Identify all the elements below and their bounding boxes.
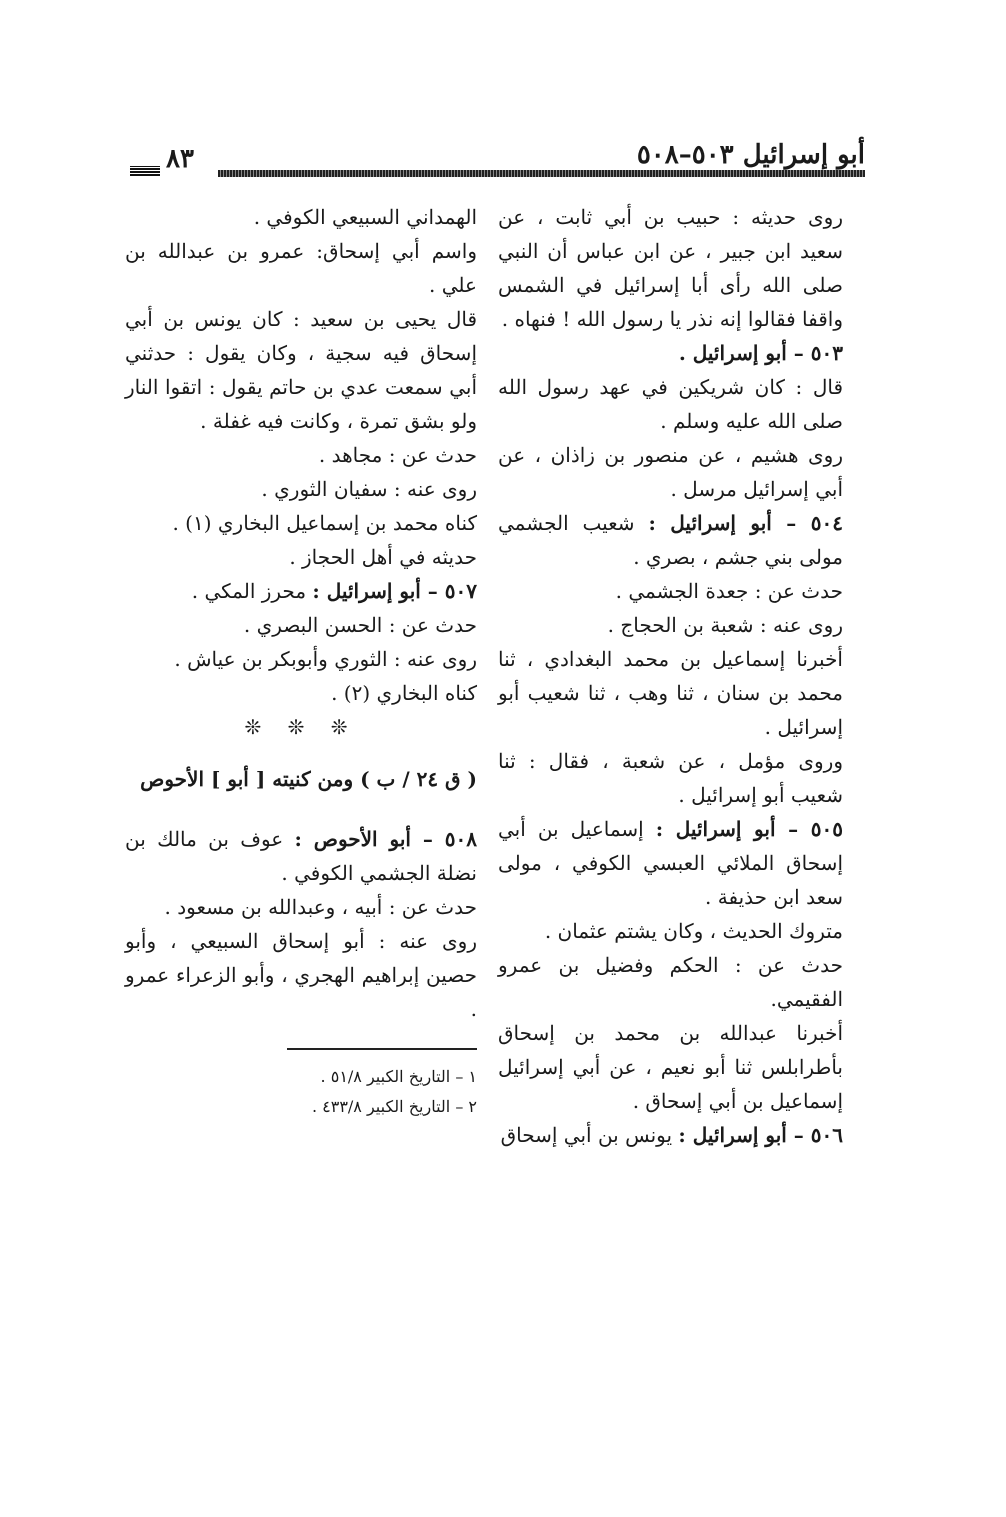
paragraph: كناه محمد بن إسماعيل البخاري (١) .	[172, 511, 477, 535]
paragraph: متروك الحديث ، وكان يشتم عثمان .	[544, 919, 843, 943]
paragraph: حدث عن : الحسن البصري .	[243, 613, 477, 637]
entry-505	[498, 812, 843, 914]
paragraph: روى عنه : أبو إسحاق السبيعي ، وأبو حصين إبراهيم الهجري ، وأبو الزعراء عمرو .	[125, 929, 477, 1021]
footnote-rule	[287, 1048, 477, 1050]
paragraph: واسم أبي إسحاق: عمرو بن عبدالله بن علي .	[125, 239, 477, 297]
entry-504	[498, 506, 843, 574]
header-rule	[218, 170, 865, 177]
entry-heading: ٥٠٥ – أبو إسرائيل :	[655, 817, 843, 841]
paragraph: الهمداني السبيعي الكوفي .	[253, 205, 477, 229]
page-header	[130, 140, 865, 184]
paragraph: أخبرنا عبدالله بن محمد بن إسحاق بأطرابلس ثنا أبو نعيم ، عن أبي إسرائيل إسماعيل بن أبي إسحاق .	[498, 1021, 843, 1113]
paragraph: كناه البخاري (٢) .	[331, 681, 477, 705]
entry-text: محرز المكي .	[191, 579, 313, 603]
entry-text: شعيب الجشمي مولى بني جشم ، بصري .	[498, 511, 843, 569]
entry-507	[125, 574, 477, 608]
section-heading: ( ق ٢٤ / ب ) ومن كنيته [ أبو ] الأحوص	[140, 767, 477, 791]
entry-heading: ٥٠٧ – أبو إسرائيل :	[312, 579, 477, 603]
header-rule-ornament	[130, 166, 160, 176]
paragraph: حدث عن : الحكم وفضيل بن عمرو الفقيمي.	[498, 953, 843, 1011]
right-column	[498, 200, 843, 1152]
paragraph: روى عنه : الثوري وأبوبكر بن عياش .	[174, 647, 477, 671]
paragraph: قال يحيى بن سعيد : كان يونس بن أبي إسحاق فيه سجية ، وكان يقول : حدثني أبي سمعت عدي بن حاتم يقول : اتقوا النار ولو بشق تمرة ، وكانت فيه غفلة .	[125, 307, 477, 433]
paragraph: روى هشيم ، عن منصور بن زاذان ، عن أبي إسرائيل مرسل .	[498, 443, 843, 501]
entry-heading: ٥٠٤ – أبو إسرائيل :	[648, 511, 844, 535]
footnote-2: ٢ – التاريخ الكبير ٤٣٣/٨ .	[311, 1097, 477, 1116]
paragraph: قال : كان شريكين في عهد رسول الله صلى الله عليه وسلم .	[498, 375, 843, 433]
paragraph: أخبرنا إسماعيل بن محمد البغدادي ، ثنا محمد بن سنان ، ثنا وهب ، ثنا شعيب أبو إسرائيل .	[498, 647, 843, 739]
entry-text: يونس بن أبي إسحاق	[500, 1123, 679, 1147]
entry-heading: ٥٠٣ – أبو إسرائيل .	[678, 341, 843, 365]
entry-text: عوف بن مالك بن نضلة الجشمي الكوفي .	[125, 827, 477, 885]
entry-heading: ٥٠٨ – أبو الأحوص :	[294, 827, 477, 851]
entry-text: إسماعيل بن أبي إسحاق الملائي العبسي الكوفي ، مولى سعد ابن حذيفة .	[498, 817, 843, 909]
paragraph: حدث عن : أبيه ، وعبدالله بن مسعود .	[164, 895, 477, 919]
entry-503	[498, 336, 843, 370]
paragraph: روى عنه : سفيان الثوري .	[261, 477, 477, 501]
footnote-1: ١ – التاريخ الكبير ٥١/٨ .	[320, 1067, 477, 1086]
running-title: أبو إسرائيل ٥٠٣–٥٠٨	[636, 140, 865, 170]
entry-508	[125, 822, 477, 890]
left-column	[125, 200, 477, 1122]
entry-heading: ٥٠٦ – أبو إسرائيل :	[678, 1123, 843, 1147]
paragraph: حدث عن : مجاهد .	[318, 443, 477, 467]
section-divider-stars: ❊ ❊ ❊	[244, 715, 358, 739]
paragraph: حدث عن : جعدة الجشمي .	[615, 579, 843, 603]
paragraph: روى حديثه : حبيب بن أبي ثابت ، عن سعيد ابن جبير ، عن ابن عباس أن النبي صلى الله رأى أبا إسرائيل في الشمس واقفا فقالوا إنه نذر يا رسول الله ! فنهاه .	[498, 205, 843, 331]
entry-506	[498, 1118, 843, 1152]
paragraph: روى عنه : شعبة بن الحجاج .	[607, 613, 843, 637]
paragraph: حديثه في أهل الحجاز .	[289, 545, 477, 569]
page-number: ٨٣	[166, 144, 194, 174]
paragraph: وروى مؤمل ، عن شعبة ، فقال : ثنا شعيب أبو إسرائيل .	[498, 749, 843, 807]
